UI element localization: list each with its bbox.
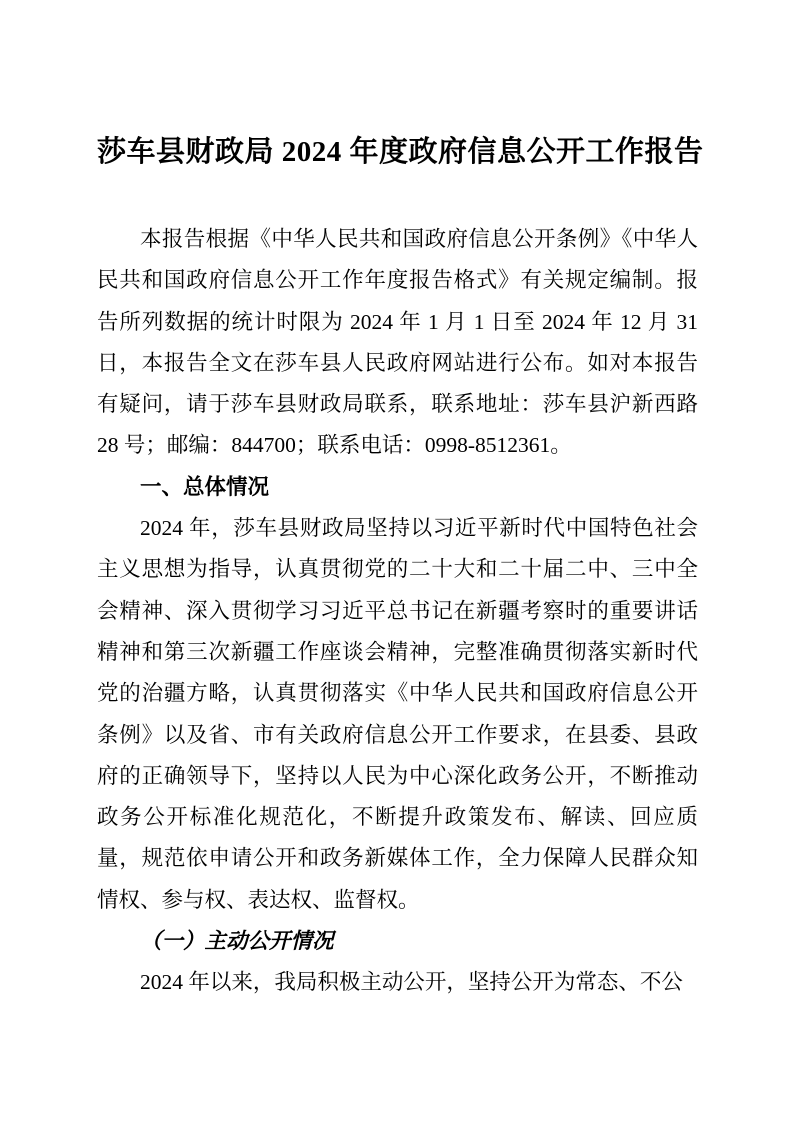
document-content (97, 0, 704, 1004)
intro-paragraph: 本报告根据《中华人民共和国政府信息公开条例》《中华人民共和国政府信息公开工作年度报告格式》有关规定编制。报告所列数据的统计时限为 2024 年 1 月 1 日至 2024 年 12 月 31 日，本报告全文在莎车县人民政府网站进行公布。如对本报告有疑问，请于莎车县财政局联系，联系地址：莎车县沪新西路 28 号；邮编：844700；联系电话：0998-8512361。 (97, 227, 698, 458)
overall-situation-paragraph: 2024 年，莎车县财政局坚持以习近平新时代中国特色社会主义思想为指导，认真贯彻党的二十大和二十届二中、三中全会精神、深入贯彻学习习近平总书记在新疆考察时的重要讲话精神和第三次新疆工作座谈会精神，完整准确贯彻落实新时代党的治疆方略，认真贯彻落实《中华人民共和国政府信息公开条例》以及省、市有关政府信息公开工作要求，在县委、县政府的正确领导下，坚持以人民为中心深化政务公开，不断推动政务公开标准化规范化，不断提升政策发布、解读、回应质量，规范依申请公开和政务新媒体工作，全力保障人民群众知情权、参与权、表达权、监督权。 (97, 516, 698, 912)
subsection-heading-proactive-disclosure: （一）主动公开情况 (140, 929, 334, 954)
proactive-disclosure-paragraph: 2024 年以来，我局积极主动公开，坚持公开为常态、不公 (140, 970, 683, 995)
report-body (97, 219, 698, 1004)
section-heading-overall-situation: 一、总体情况 (140, 474, 270, 499)
report-title: 莎车县财政局 2024 年度政府信息公开工作报告 (97, 136, 704, 168)
